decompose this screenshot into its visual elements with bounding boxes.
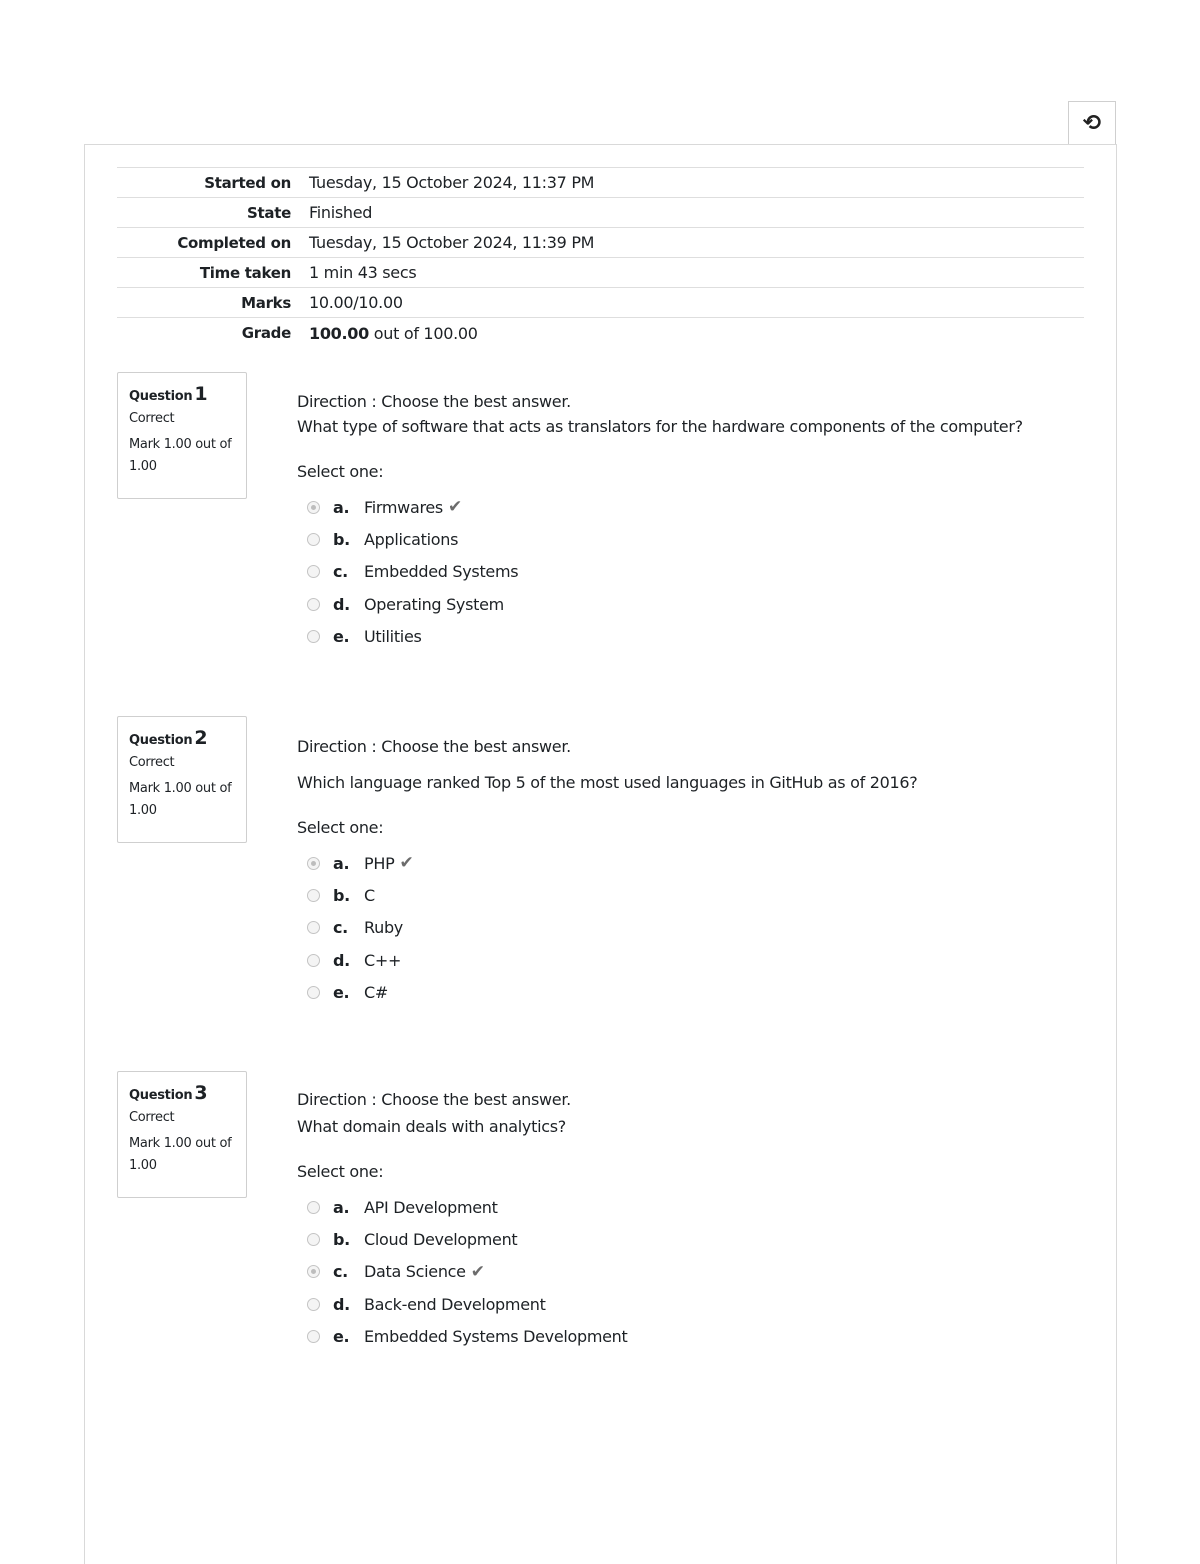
- grade-total: out of 100.00: [368, 323, 478, 343]
- question-state: Correct: [129, 411, 175, 426]
- answer-letter: a.: [333, 1197, 350, 1217]
- check-icon: ✔: [447, 497, 462, 518]
- undo-icon: ⟲: [1082, 110, 1102, 136]
- question-state: Correct: [129, 755, 175, 770]
- summary-label: Time taken: [199, 263, 291, 282]
- answer-option[interactable]: [307, 912, 1077, 944]
- answer-letter: e.: [333, 983, 350, 1003]
- answer-option[interactable]: [307, 1321, 1077, 1353]
- summary-value: 1 min 43 secs: [309, 263, 417, 282]
- answer-option[interactable]: [307, 621, 1077, 653]
- question-direction: Direction : Choose the best answer.: [297, 1090, 571, 1109]
- question-number: 3: [194, 1082, 208, 1104]
- answer-options: [307, 1191, 1077, 1353]
- question-content: [297, 388, 1077, 653]
- answer-text: PHP: [364, 853, 395, 873]
- answer-option[interactable]: [307, 588, 1077, 620]
- radio-button[interactable]: [307, 921, 320, 934]
- summary-value: 10.00/10.00: [309, 293, 403, 312]
- question-state: Correct: [129, 1110, 175, 1125]
- question-title: Question: [129, 1088, 193, 1103]
- question-direction: Direction : Choose the best answer.: [297, 392, 571, 411]
- question-info: [117, 372, 247, 499]
- radio-button[interactable]: [307, 565, 320, 578]
- attempt-summary-table: [117, 167, 1084, 348]
- answer-text: Back-end Development: [364, 1294, 546, 1314]
- answer-text: Ruby: [364, 918, 403, 938]
- radio-button[interactable]: [307, 954, 320, 967]
- answer-option[interactable]: [307, 556, 1077, 588]
- radio-button[interactable]: [307, 1330, 320, 1343]
- question-number: 1: [194, 383, 208, 405]
- radio-button[interactable]: [307, 1298, 320, 1311]
- summary-label: Completed on: [177, 233, 291, 252]
- select-prompt: Select one:: [297, 1162, 384, 1181]
- select-prompt: Select one:: [297, 818, 384, 837]
- undo-button[interactable]: [1068, 101, 1116, 145]
- question-number: 2: [194, 727, 208, 749]
- question-title: Question: [129, 389, 193, 404]
- answer-letter: d.: [333, 950, 350, 970]
- answer-text: C: [364, 886, 375, 906]
- answer-text: Cloud Development: [364, 1230, 518, 1250]
- grade-score: 100.00: [309, 323, 369, 343]
- answer-letter: b.: [333, 530, 350, 550]
- question-text: Which language ranked Top 5 of the most used languages in GitHub as of 2016?: [297, 773, 918, 792]
- answer-text: Utilities: [364, 627, 422, 647]
- radio-button[interactable]: [307, 1265, 320, 1278]
- answer-letter: c.: [333, 1262, 348, 1282]
- select-prompt: Select one:: [297, 462, 384, 481]
- summary-row-grade: [117, 318, 1084, 348]
- answer-text: C++: [364, 950, 402, 970]
- radio-button[interactable]: [307, 889, 320, 902]
- answer-text: Data Science: [364, 1262, 466, 1282]
- question-grade: Mark 1.00 out of 1.00: [129, 437, 232, 474]
- answer-letter: c.: [333, 562, 348, 582]
- answer-letter: d.: [333, 1294, 350, 1314]
- answer-option[interactable]: [307, 879, 1077, 911]
- radio-button[interactable]: [307, 857, 320, 870]
- answer-text: Applications: [364, 530, 459, 550]
- radio-button[interactable]: [307, 1233, 320, 1246]
- radio-button[interactable]: [307, 630, 320, 643]
- answer-letter: e.: [333, 627, 350, 647]
- summary-row-completed: [117, 228, 1084, 258]
- radio-button[interactable]: [307, 986, 320, 999]
- question-info: [117, 716, 247, 843]
- summary-row-marks: [117, 288, 1084, 318]
- answer-text: Embedded Systems Development: [364, 1327, 628, 1347]
- question-grade: Mark 1.00 out of 1.00: [129, 781, 232, 818]
- summary-row-time-taken: [117, 258, 1084, 288]
- question-direction: Direction : Choose the best answer.: [297, 737, 571, 756]
- summary-value: Tuesday, 15 October 2024, 11:37 PM: [309, 173, 595, 192]
- answer-letter: a.: [333, 497, 350, 517]
- radio-button[interactable]: [307, 501, 320, 514]
- answer-options: [307, 491, 1077, 653]
- question-title: Question: [129, 733, 193, 748]
- question-text: What domain deals with analytics?: [297, 1117, 566, 1136]
- answer-text: API Development: [364, 1197, 498, 1217]
- answer-option[interactable]: [307, 847, 1077, 879]
- answer-option[interactable]: [307, 1256, 1077, 1288]
- answer-letter: c.: [333, 918, 348, 938]
- radio-button[interactable]: [307, 533, 320, 546]
- answer-option[interactable]: [307, 1191, 1077, 1223]
- summary-label: Started on: [204, 173, 291, 192]
- summary-label: Grade: [241, 324, 291, 342]
- summary-row-state: [117, 198, 1084, 228]
- answer-option[interactable]: [307, 944, 1077, 976]
- answer-letter: b.: [333, 1230, 350, 1250]
- radio-button[interactable]: [307, 1201, 320, 1214]
- radio-button[interactable]: [307, 598, 320, 611]
- question-grade: Mark 1.00 out of 1.00: [129, 1136, 232, 1173]
- answer-letter: e.: [333, 1327, 350, 1347]
- question-content: [297, 1086, 1077, 1353]
- answer-letter: d.: [333, 594, 350, 614]
- answer-text: Firmwares: [364, 497, 443, 517]
- answer-letter: a.: [333, 853, 350, 873]
- summary-row-started: [117, 168, 1084, 198]
- answer-letter: b.: [333, 886, 350, 906]
- check-icon: ✔: [470, 1261, 485, 1282]
- answer-text: C#: [364, 983, 388, 1003]
- answer-text: Embedded Systems: [364, 562, 519, 582]
- answer-options: [307, 847, 1077, 1009]
- summary-label: Marks: [241, 293, 291, 312]
- question-content: [297, 733, 1077, 1009]
- summary-value: [309, 324, 478, 343]
- question-info: [117, 1071, 247, 1198]
- summary-value: Tuesday, 15 October 2024, 11:39 PM: [309, 233, 595, 252]
- answer-option[interactable]: [307, 523, 1077, 555]
- question-text: What type of software that acts as translators for the hardware components of the computer?: [297, 417, 1023, 436]
- answer-text: Operating System: [364, 594, 504, 614]
- answer-option[interactable]: [307, 977, 1077, 1009]
- summary-label: State: [247, 203, 291, 222]
- answer-option[interactable]: [307, 1223, 1077, 1255]
- answer-option[interactable]: [307, 1288, 1077, 1320]
- check-icon: ✔: [399, 853, 414, 874]
- answer-option[interactable]: [307, 491, 1077, 523]
- summary-value: Finished: [309, 203, 373, 222]
